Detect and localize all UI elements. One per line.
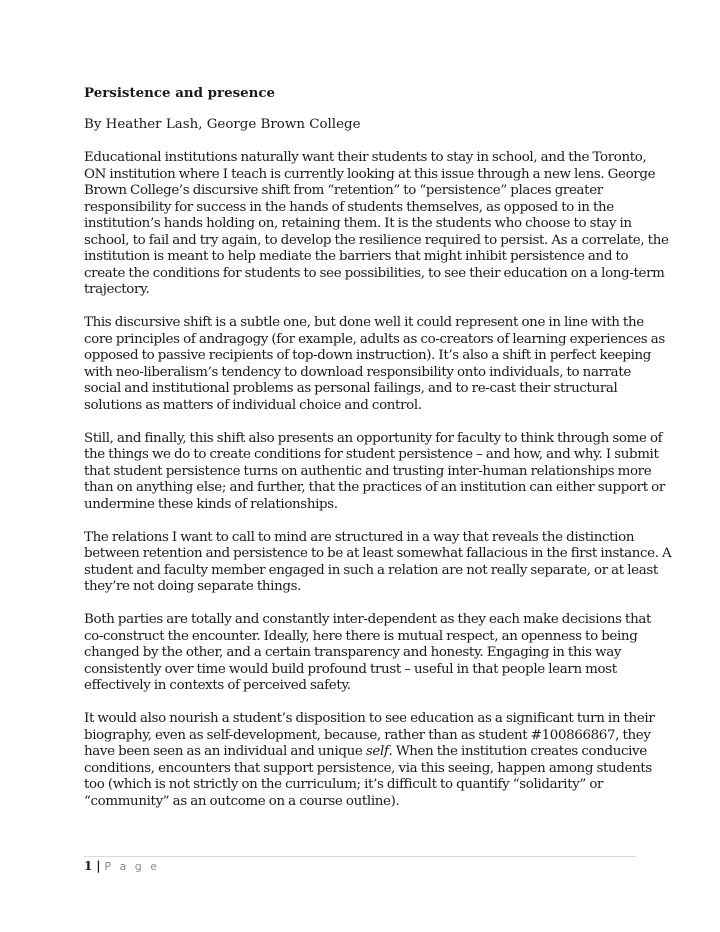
paragraph-4 bbox=[84, 529, 672, 596]
document-byline: By Heather Lash, George Brown College bbox=[84, 117, 361, 132]
text-line: ON institution where I teach is currently looking at this issue through a new lens. George bbox=[84, 166, 656, 182]
text-line: create the conditions for students to see possibilities, to see their education on a long-term bbox=[84, 265, 665, 281]
text-line: biography, even as self-development, because, rather than as student #100866867, they bbox=[84, 727, 651, 743]
text-line: conditions, encounters that support persistence, via this seeing, happen among students bbox=[84, 760, 652, 776]
text-segment: . When the institution creates conducive bbox=[388, 744, 647, 759]
text-line: social and institutional problems as personal failings, and to re-cast their structural bbox=[84, 381, 618, 396]
text-line: The relations I want to call to mind are structured in a way that reveals the distinction bbox=[84, 529, 635, 545]
text-line: trajectory. bbox=[84, 282, 150, 297]
text-line: “community” as an outcome on a course outline). bbox=[84, 793, 400, 809]
text-line: institution is meant to help mediate the barriers that might inhibit persistence and to bbox=[84, 249, 629, 264]
text-line: student and faculty member engaged in such a relation are not really separate, or at least bbox=[84, 562, 658, 578]
text-line: This discursive shift is a subtle one, but done well it could represent one in line with the bbox=[84, 315, 644, 330]
page-label: P a g e bbox=[104, 860, 160, 873]
text-line: core principles of andragogy (for example, adults as co-creators of learning experiences as bbox=[84, 331, 665, 347]
emphasis-text: self bbox=[365, 744, 389, 759]
footer-separator: | bbox=[96, 859, 101, 873]
text-line-with-emphasis bbox=[84, 744, 647, 761]
text-line: between retention and persistence to be at least somewhat fallacious in the first instance. A bbox=[84, 546, 672, 561]
text-line: changed by the other, and a certain transparency and honesty. Engaging in this way bbox=[84, 645, 622, 660]
paragraph-3 bbox=[84, 430, 665, 514]
text-segment: have been seen as an individual and unique bbox=[84, 744, 366, 759]
text-line: Brown College’s discursive shift from “retention” to “persistence” places greater bbox=[84, 183, 603, 198]
text-line: the things we do to create conditions for student persistence – and how, and why. I submit bbox=[84, 447, 659, 462]
text-line: that student persistence turns on authentic and trusting inter-human relationships more bbox=[84, 463, 652, 479]
text-line: consistently over time would build profound trust – useful in that people learn most bbox=[84, 661, 617, 677]
text-line: Both parties are totally and constantly inter-dependent as they each make decisions that bbox=[84, 612, 652, 627]
document-body bbox=[84, 150, 672, 827]
text-line: than on anything else; and further, that the practices of an institution can either support or bbox=[84, 480, 665, 495]
paragraph-1 bbox=[84, 150, 669, 299]
text-line: undermine these kinds of relationships. bbox=[84, 496, 338, 512]
text-line: with neo-liberalism’s tendency to download responsibility onto individuals, to narrate bbox=[84, 364, 631, 380]
text-line: too (which is not strictly on the curriculum; it’s difficult to quantify “solidarity” or bbox=[84, 777, 604, 792]
text-line: they’re not doing separate things. bbox=[84, 579, 302, 594]
page-footer bbox=[84, 858, 160, 875]
footer-divider bbox=[84, 856, 636, 857]
document-title: Persistence and presence bbox=[84, 85, 276, 101]
text-line: Still, and finally, this shift also presents an opportunity for faculty to think through some of bbox=[84, 430, 663, 446]
text-line: Educational institutions naturally want their students to stay in school, and the Toronto, bbox=[84, 150, 647, 165]
paragraph-2 bbox=[84, 315, 665, 414]
text-line: solutions as matters of individual choice and control. bbox=[84, 397, 422, 413]
paragraph-6 bbox=[84, 711, 655, 810]
text-line: school, to fail and try again, to develop the resilience required to persist. As a correlate, the bbox=[84, 232, 669, 248]
text-line: responsibility for success in the hands of students themselves, as opposed to in the bbox=[84, 199, 614, 215]
paragraph-5 bbox=[84, 612, 652, 695]
text-line: It would also nourish a student’s disposition to see education as a significant turn in their bbox=[84, 711, 655, 726]
text-line: institution’s hands holding on, retaining them. It is the students who choose to stay in bbox=[84, 216, 632, 231]
text-line: effectively in contexts of perceived safety. bbox=[84, 678, 351, 693]
text-line: opposed to passive recipients of top-down instruction). It’s also a shift in perfect keeping bbox=[84, 348, 652, 363]
page-number: 1 bbox=[84, 859, 93, 873]
text-line: co-construct the encounter. Ideally, here there is mutual respect, an openness to being bbox=[84, 628, 638, 644]
